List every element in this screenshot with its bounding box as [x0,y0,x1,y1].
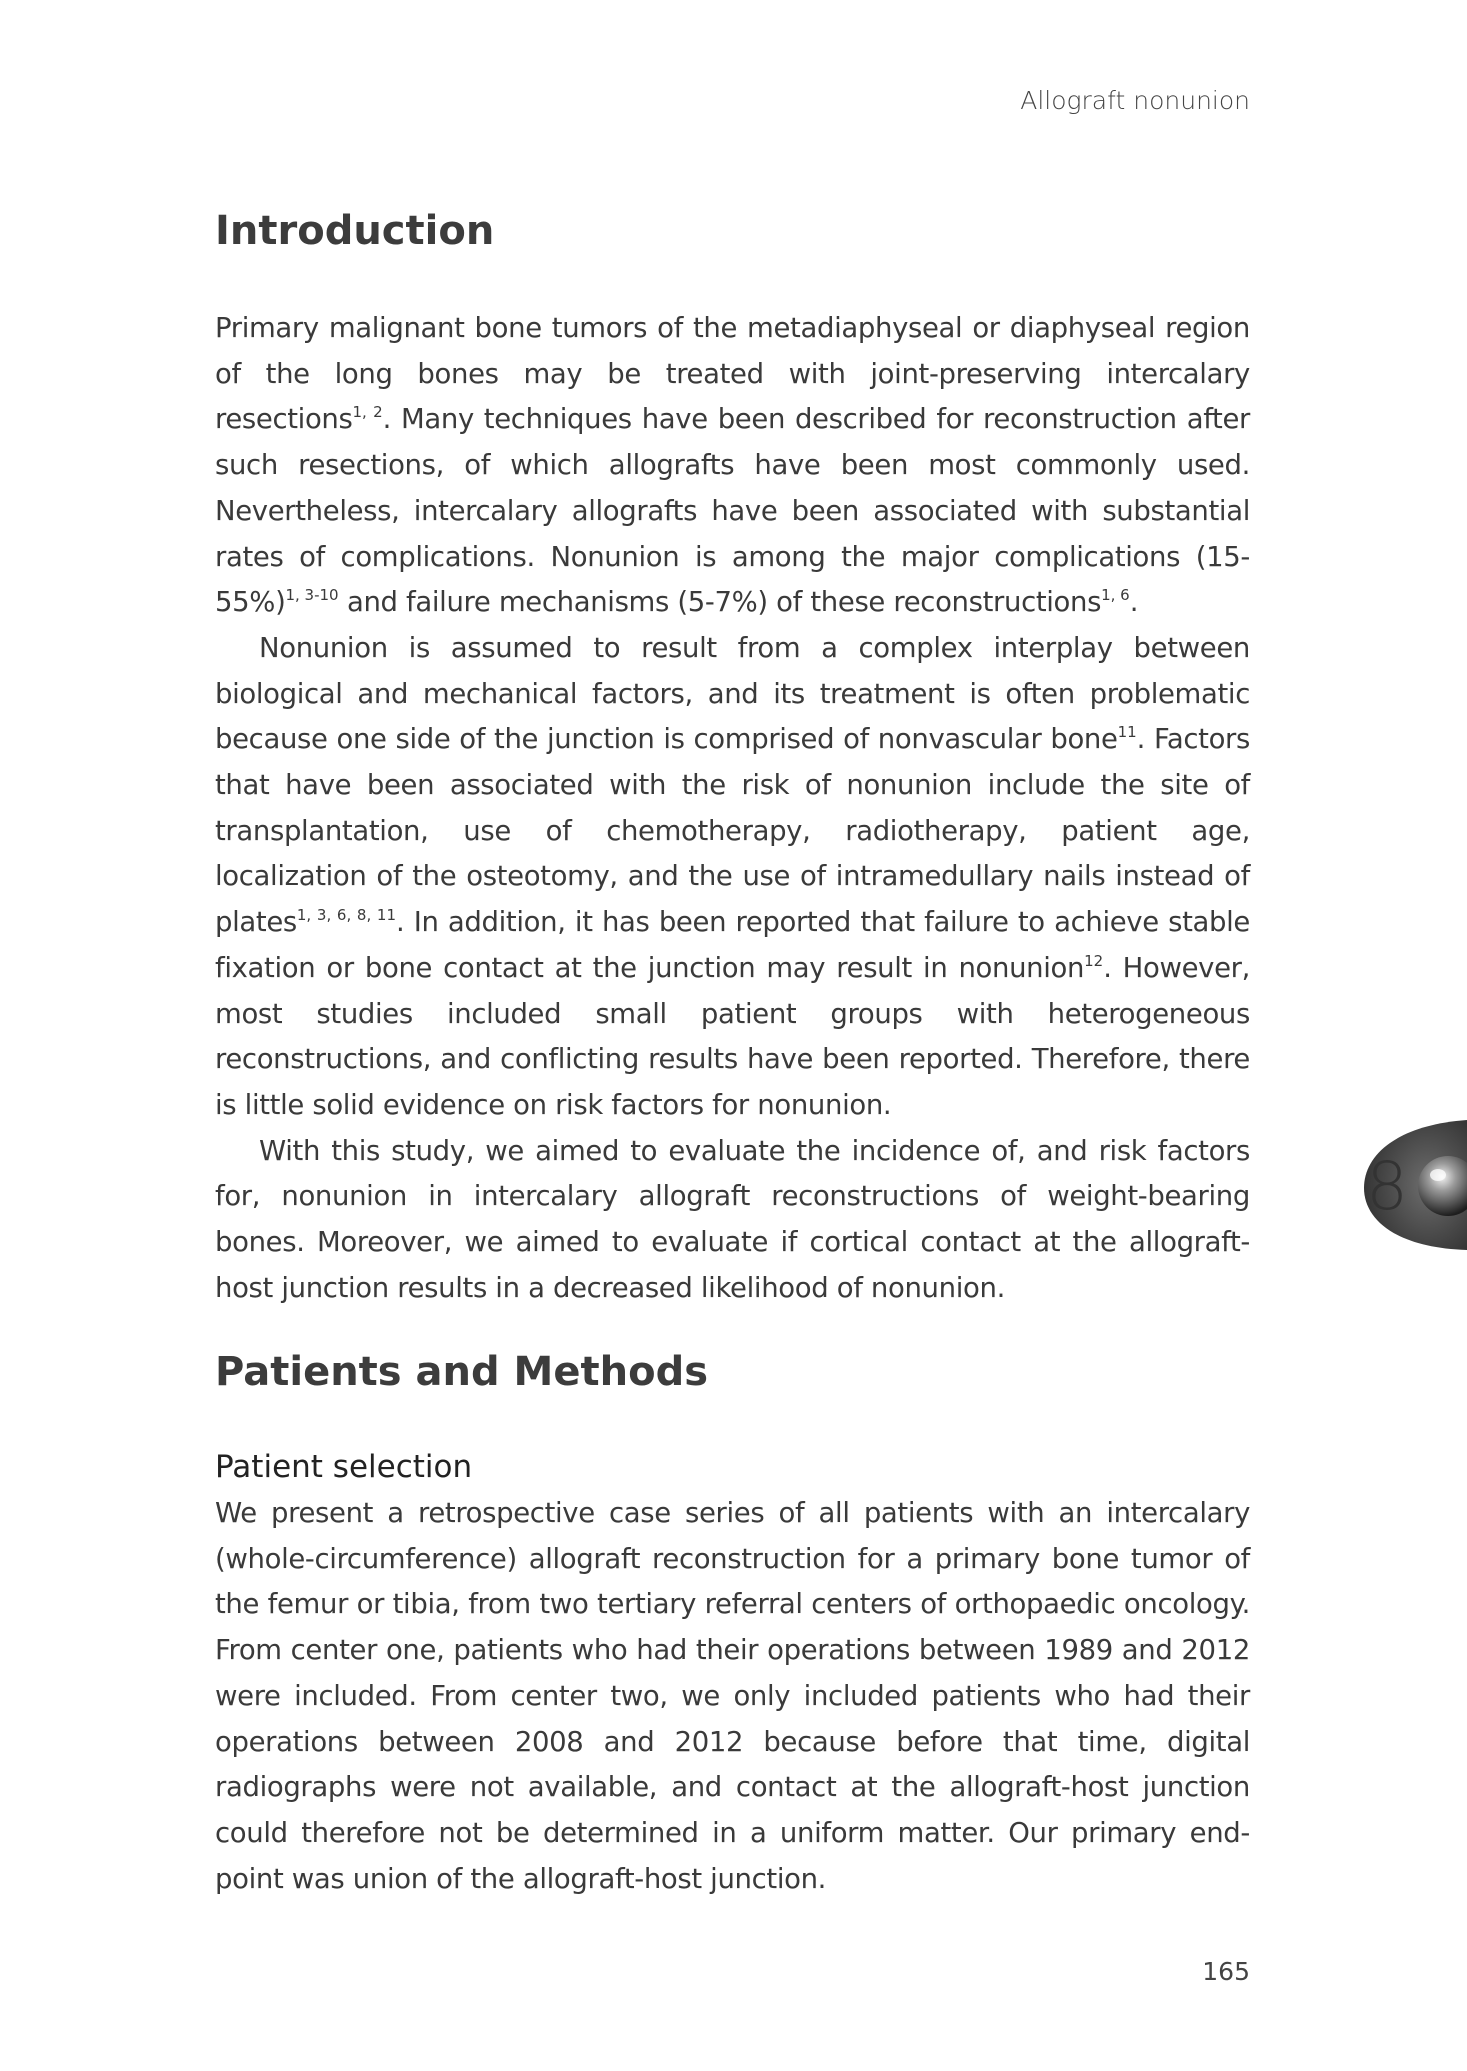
citation: 1, 3, 6, 8, 11 [296,906,397,925]
running-head: Allograft nonunion [1020,86,1250,115]
intro-paragraph-2 [215,626,1250,1129]
citation: 1, 6 [1101,586,1130,605]
text-span: . In addition, it has been reported that failure to achieve stable fixation or bone contact at the junction may result in nonunion [215,906,1251,984]
introduction-heading: Introduction [215,208,495,254]
patient-selection-heading: Patient selection [215,1449,473,1485]
citation: 11 [1117,723,1137,742]
intro-paragraph-3: With this study, we aimed to evaluate the incidence of, and risk factors for, nonunion in intercalary allograft reconstructions of weight-bearing bones. Moreover, we aimed to evaluate if cortical contact at the allograft-host junction results in a decreased likelihood of nonunion. [215,1134,1250,1304]
text-span: . Many techniques have been described for reconstruction after such resections, of which allografts have been most commonly used. Nevertheless, intercalary allografts have been associated with substantial rates of complications. Nonunion is among the major complications (15-55%) [215,403,1251,619]
text-span: and failure mechanisms (5-7%) of these reconstructions [338,586,1102,619]
intro-paragraph-1 [215,306,1250,626]
text-span: . Factors that have been associated with the risk of nonunion include the site of transplantation, use of chemotherapy, radiotherapy, patient age, localization of the osteotomy, and the use of intramedullary nails instead of plates [215,723,1250,939]
methods-body [215,1491,1250,1902]
chapter-number: 8 [1366,1148,1408,1225]
text-span: . [1129,586,1139,619]
page-number: 165 [1202,1957,1250,1986]
citation: 12 [1084,951,1104,970]
text-span: Nonunion is assumed to result from a complex interplay between biological and mechanical factors, and its treatment is often problematic because one side of the junction is comprised of nonvascular bone [215,631,1250,756]
text-span: . However, most studies included small patient groups with heterogeneous reconstructions, and conflicting results have been reported. Therefore, there is little solid evidence on risk factors for nonunion. [215,951,1250,1121]
methods-heading: Patients and Methods [215,1349,709,1395]
introduction-body [215,306,1250,1311]
text-span: Primary malignant bone tumors of the metadiaphyseal or diaphyseal region of the long bones may be treated with joint-preserving intercalary resections [215,312,1250,436]
citation: 1, 2 [352,403,383,422]
methods-paragraph-1: We present a retrospective case series of all patients with an intercalary (whole-circumference) allograft reconstruction for a primary bone tumor of the femur or tibia, from two tertiary referral centers of orthopaedic oncology. From center one, patients who had their operations between 1989 and 2012 were included. From center two, we only included patients who had their operations between 2008 and 2012 because before that time, digital radiographs were not available, and contact at the allograft-host junction could therefore not be determined in a uniform matter. Our primary end-point was union of the allograft-host junction. [215,1497,1250,1895]
citation: 1, 3-10 [285,586,339,605]
